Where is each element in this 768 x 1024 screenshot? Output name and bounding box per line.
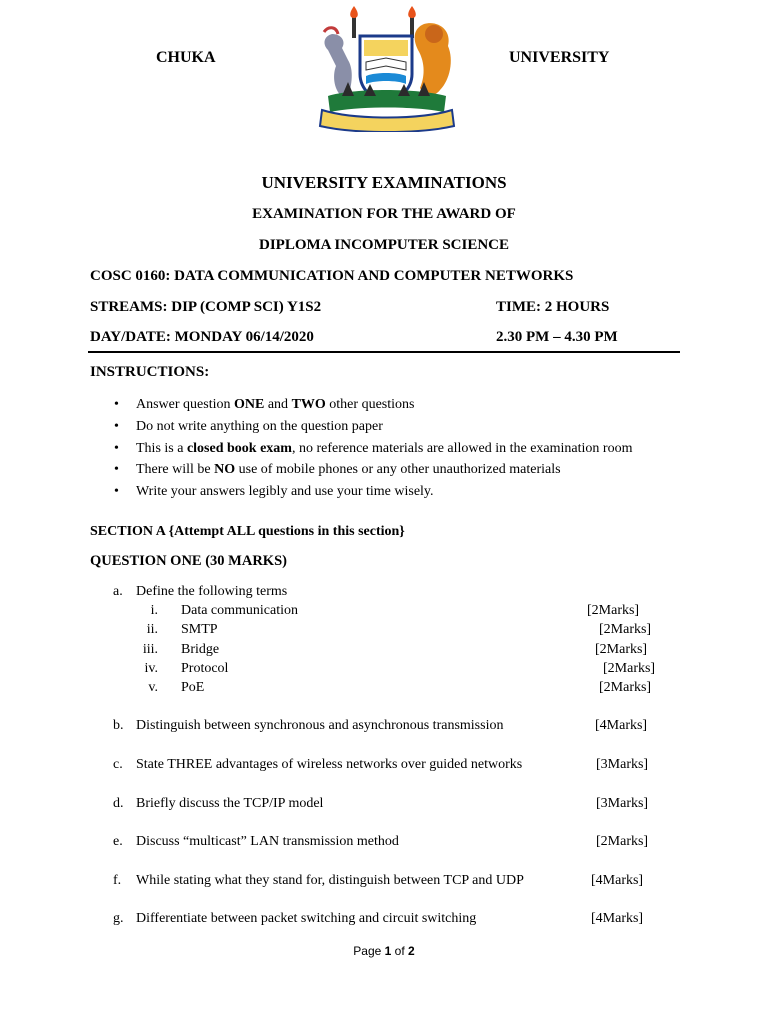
sub-item-number: ii.: [146, 622, 158, 637]
page-word: Page: [353, 944, 382, 958]
question-letter: f.: [113, 873, 122, 888]
exam-award-line: EXAMINATION FOR THE AWARD OF: [252, 206, 516, 222]
question-marks: [3Marks]: [596, 796, 649, 811]
question-letter: d.: [113, 796, 124, 811]
instructions-list: [114, 396, 632, 505]
question-marks: [4Marks]: [591, 873, 644, 888]
sub-item-term: Bridge: [181, 642, 220, 657]
question-letter: a.: [113, 584, 123, 599]
university-crest-logo: [314, 4, 460, 132]
day-date-label: DAY/DATE: MONDAY 06/14/2020: [90, 329, 314, 345]
sub-item-number: i.: [150, 603, 158, 618]
sub-item-term: PoE: [181, 680, 205, 695]
instruction-text: use of mobile phones or any other unauthorized materials: [235, 462, 561, 478]
question-marks: [4Marks]: [591, 911, 644, 926]
header-left-word: CHUKA: [156, 49, 216, 66]
bullet-glyph: •: [114, 484, 119, 500]
time-label: TIME: 2 HOURS: [496, 299, 610, 315]
instruction-text: , no reference materials are allowed in the examination room: [291, 440, 633, 456]
sub-item-marks: [2Marks]: [587, 603, 640, 618]
of-word: of: [394, 944, 405, 958]
page-number: 1: [384, 944, 392, 958]
sub-item-term: Protocol: [181, 661, 229, 676]
sub-item-marks: [2Marks]: [599, 680, 652, 695]
question-marks: [4Marks]: [595, 718, 648, 733]
instruction-emphasis: NO: [214, 462, 236, 478]
question-text: Briefly discuss the TCP/IP model: [136, 796, 324, 811]
instruction-emphasis: TWO: [291, 397, 326, 412]
bullet-glyph: •: [114, 440, 119, 456]
streams-label: STREAMS: DIP (COMP SCI) Y1S2: [90, 299, 322, 315]
exam-hours: 2.30 PM – 4.30 PM: [496, 329, 618, 345]
question-letter: c.: [113, 757, 123, 772]
section-a-heading: SECTION A {Attempt ALL questions in this section}: [90, 524, 405, 539]
question-marks: [3Marks]: [596, 757, 649, 772]
bullet-glyph: •: [114, 397, 119, 412]
sub-item-term: Data communication: [181, 603, 299, 618]
instruction-emphasis: ONE: [234, 397, 265, 412]
sub-item-number: iii.: [142, 642, 158, 657]
sub-item-number: iv.: [144, 661, 158, 676]
question-letter: b.: [113, 718, 124, 733]
sub-item-marks: [2Marks]: [603, 661, 656, 676]
instruction-text: There will be: [136, 462, 215, 478]
instruction-text: Write your answers legibly and use your time wisely.: [136, 484, 434, 500]
instruction-text: and: [264, 397, 292, 412]
instruction-text: Do not write anything on the question paper: [136, 418, 383, 434]
sub-item-marks: [2Marks]: [599, 622, 652, 637]
instruction-text: other questions: [325, 397, 415, 412]
bullet-glyph: •: [114, 462, 119, 478]
question-text: Discuss “multicast” LAN transmission method: [136, 834, 399, 849]
header-divider: [88, 351, 680, 353]
bullet-glyph: •: [114, 418, 119, 434]
instruction-item: [114, 461, 632, 483]
instruction-item: [114, 396, 632, 418]
question-text: While stating what they stand for, distinguish between TCP and UDP: [136, 873, 524, 888]
exam-title: UNIVERSITY EXAMINATIONS: [261, 173, 507, 192]
sub-item-term: SMTP: [181, 622, 218, 637]
question-letter: g.: [113, 911, 124, 926]
page-total: 2: [408, 944, 415, 958]
header-right-word: UNIVERSITY: [509, 49, 610, 66]
sub-item-marks: [2Marks]: [595, 642, 648, 657]
question-text: State THREE advantages of wireless networks over guided networks: [136, 757, 523, 772]
instruction-text: This is a: [136, 440, 187, 456]
instruction-emphasis: closed book exam: [186, 440, 292, 456]
instruction-item: [114, 440, 632, 462]
question-text: Differentiate between packet switching and circuit switching: [136, 911, 477, 926]
exam-diploma-line: DIPLOMA INCOMPUTER SCIENCE: [258, 237, 510, 253]
question-one-heading: QUESTION ONE (30 MARKS): [90, 553, 287, 569]
question-marks: [2Marks]: [596, 834, 649, 849]
question-text: Distinguish between synchronous and asynchronous transmission: [136, 718, 504, 733]
sub-item-number: v.: [148, 680, 158, 695]
instruction-text: Answer question: [136, 397, 234, 412]
question-text: Define the following terms: [136, 584, 288, 599]
instruction-item: [114, 483, 632, 505]
course-title: COSC 0160: DATA COMMUNICATION AND COMPUTER NETWORKS: [90, 268, 574, 284]
instructions-heading: INSTRUCTIONS:: [90, 364, 210, 380]
question-letter: e.: [113, 834, 123, 849]
instruction-item: [114, 418, 632, 440]
page-footer: [0, 944, 768, 958]
